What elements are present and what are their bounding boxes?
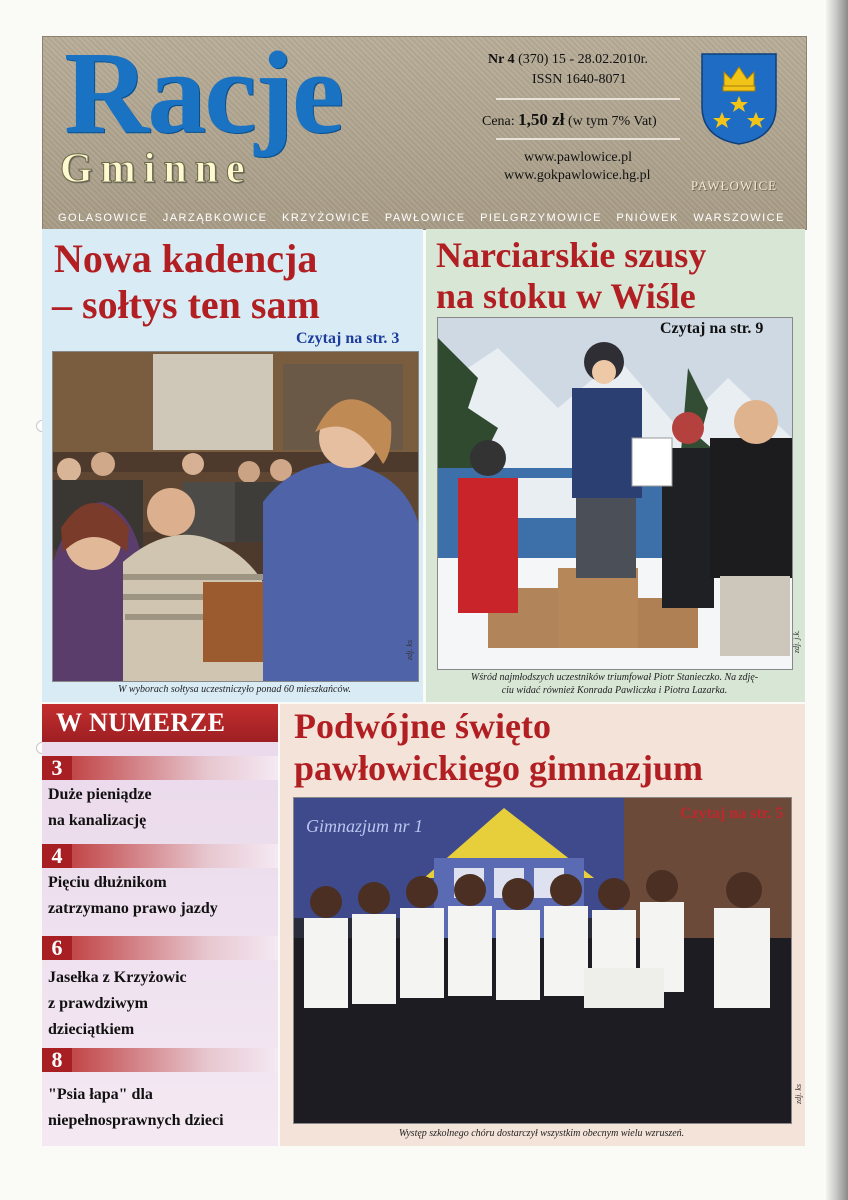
story-right-headline-2[interactable]: na stoku w Wiśle xyxy=(436,276,696,316)
village-name: KRZYŻOWICE xyxy=(281,212,371,224)
issue-item-line: Duże pieniądze xyxy=(48,786,152,803)
issue-item-page-number: 4 xyxy=(42,844,72,868)
story-bottom-caption: Występ szkolnego chóru dostarczył wszystkim obecnym wielu wzruszeń. xyxy=(398,1128,685,1139)
story-right-read-more[interactable]: Czytaj na str. 9 xyxy=(660,320,764,337)
issue-item-line: Jasełka z Krzyżowic xyxy=(48,969,187,986)
divider xyxy=(496,138,680,140)
issue-item[interactable] xyxy=(48,965,187,1043)
story-left-credit: zdj. ks xyxy=(405,640,414,660)
price-line xyxy=(482,110,657,130)
story-right-caption-line-1: Wśród najmłodszych uczestników triumfował Piotr Stanieczko. Na zdję- xyxy=(470,672,759,683)
story-right-photo[interactable] xyxy=(437,317,793,670)
village-name: WARSZOWICE xyxy=(693,212,785,224)
issue-item-line: Pięciu dłużnikom xyxy=(48,874,167,891)
story-right-caption xyxy=(436,672,793,697)
ski-podium-photo-image xyxy=(438,318,792,669)
story-left-read-more[interactable]: Czytaj na str. 3 xyxy=(296,330,400,347)
issue-item-line: "Psia łapa" dla xyxy=(48,1086,153,1103)
election-photo-image xyxy=(53,352,418,681)
issue-line xyxy=(488,52,648,68)
page-edge-shadow xyxy=(826,0,848,1200)
issue-item-page-number: 8 xyxy=(42,1048,72,1072)
story-left-caption: W wyborach sołtysa uczestniczyło ponad 60 mieszkańców. xyxy=(118,684,351,695)
village-name: GOLASOWICE xyxy=(58,212,149,224)
url-2[interactable]: www.gokpawlowice.hg.pl xyxy=(504,168,651,183)
choir-banner-text: Gimnazjum nr 1 xyxy=(306,816,424,836)
choir-photo-image xyxy=(294,798,791,1123)
issue-item-line: z prawdziwym xyxy=(48,995,148,1012)
story-right-headline-1[interactable]: Narciarskie szusy xyxy=(436,235,707,275)
story-right-caption-line-2: ciu widać również Konrada Pawliczka i Piotra Lazarka. xyxy=(501,684,728,696)
divider xyxy=(496,98,680,100)
story-bottom-read-more[interactable]: Czytaj na str. 5 xyxy=(680,805,784,822)
price-value: 1,50 zł xyxy=(518,110,565,129)
masthead-title: Racje xyxy=(64,27,343,158)
story-bottom-credit: zdj. ks xyxy=(794,1084,803,1104)
crest-label: PAWŁOWICE xyxy=(690,178,778,193)
issue-item[interactable] xyxy=(48,782,152,834)
story-bottom-headline-2[interactable]: pawłowickiego gimnazjum xyxy=(294,748,703,788)
issue-number: Nr 4 xyxy=(488,52,515,67)
story-left-headline-1[interactable]: Nowa kadencja xyxy=(54,236,318,281)
issue-item-page-tab xyxy=(42,844,278,868)
url-1[interactable]: www.pawlowice.pl xyxy=(524,150,632,165)
issue-item[interactable] xyxy=(48,1082,224,1134)
issue-item-page-number: 3 xyxy=(42,756,72,780)
issue-details: (370) 15 - 28.02.2010r. xyxy=(518,52,648,67)
masthead-subtitle: Gminne xyxy=(60,146,253,192)
story-bottom-headline-1[interactable]: Podwójne święto xyxy=(294,706,551,746)
story-right-credit: zdj. j.k. xyxy=(792,630,801,654)
village-name: JARZĄBKOWICE xyxy=(162,212,268,224)
issue-item-line: dzieciątkiem xyxy=(48,1021,135,1038)
issue-item[interactable] xyxy=(48,870,218,922)
price-note: (w tym 7% Vat) xyxy=(567,114,657,129)
issue-item-line: zatrzymano prawo jazdy xyxy=(48,900,218,917)
price-label: Cena: xyxy=(482,114,515,129)
issue-item-page-number: 6 xyxy=(42,936,72,960)
coat-of-arms-icon xyxy=(700,52,778,146)
village-name: PIELGRZYMOWICE xyxy=(480,212,602,224)
villages-bar xyxy=(42,209,805,227)
village-name: PAWŁOWICE xyxy=(384,212,466,224)
issue-item-page-tab xyxy=(42,1048,278,1072)
issue-item-page-tab xyxy=(42,756,278,780)
issue-item-line: niepełnosprawnych dzieci xyxy=(48,1112,224,1129)
story-left-headline-2[interactable]: – sołtys ten sam xyxy=(52,282,320,327)
village-name: PNIÓWEK xyxy=(616,212,679,224)
story-left-photo[interactable] xyxy=(52,351,419,682)
issue-item-page-tab xyxy=(42,936,278,960)
story-bottom-photo[interactable] xyxy=(293,797,792,1124)
issue-item-line: na kanalizację xyxy=(48,812,147,829)
in-this-issue-title: W NUMERZE xyxy=(42,704,278,742)
issn: ISSN 1640-8071 xyxy=(532,72,627,87)
